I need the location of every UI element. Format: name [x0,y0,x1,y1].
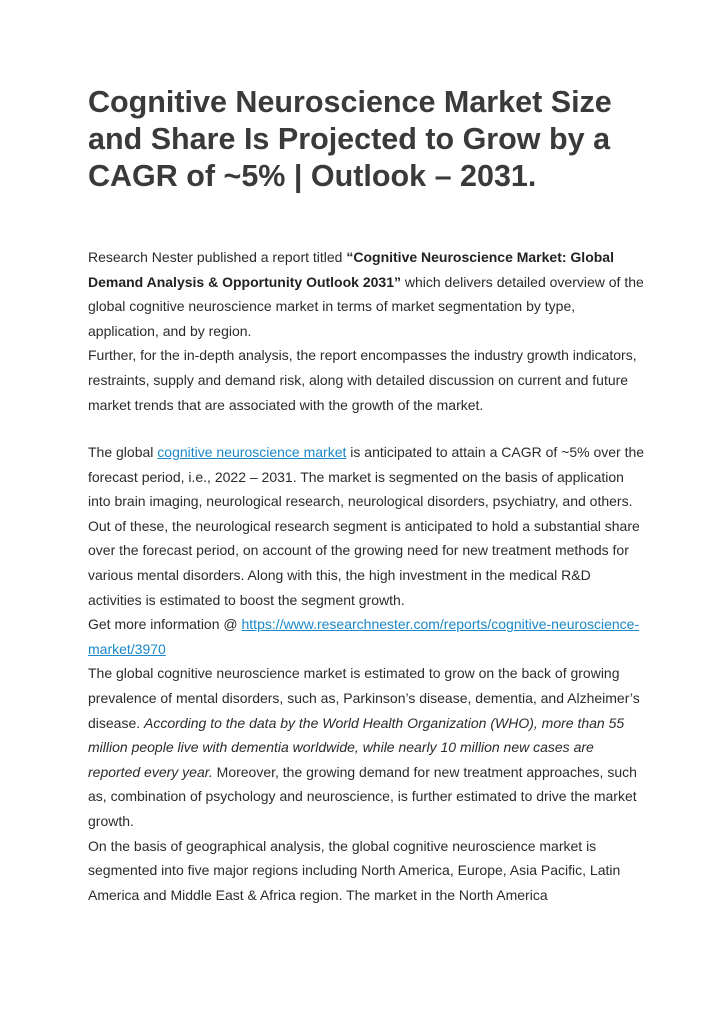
intro-paragraph [88,245,648,343]
intro-lead: Research Nester published a report titled [88,249,347,265]
report-title: “Cognitive Neuroscience Market: Global Demand Analysis & Opportunity Outlook 2031” [88,249,614,290]
market-section [88,440,648,907]
geography-paragraph: On the basis of geographical analysis, the global cognitive neuroscience market is segmented into five major regions including North America, Europe, Asia Pacific, Latin America and Middle East & Africa region. The market in the North America [88,837,621,903]
further-paragraph: Further, for the in-depth analysis, the report encompasses the industry growth indicators, restraints, supply and demand risk, along with detailed discussion on current and future market trends that are associated with the growth of the market. [88,347,637,413]
who-quote: According to the data by the World Health Organization (WHO), more than 55 million people live with dementia worldwide, while nearly 10 million new cases are reported every year. [88,714,625,780]
more-info-lead: Get more information @ [88,616,242,633]
cagr-trail: is anticipated to attain a CAGR of ~5% over the forecast period, i.e., 2022 – 2031. The market is segmented on the basis of application into brain imaging, neurological research, neurological disorders, psychiatry, and others. Out of these, the neurological research segment is anticipated to hold a substantial share over the forecast period, on account of the growing need for new treatment methods for various mental disorders. Along with this, the high investment in the medical R&D activities is estimated to boost the segment growth. [88,444,645,608]
intro-trail: which delivers detailed overview of the global cognitive neuroscience market in terms of market segmentation by type, application, and by region. [88,273,644,339]
cagr-lead: The global [88,444,158,460]
report-url-link[interactable]: https://www.researchnester.com/reports/cognitive-neuroscience-market/3970 [88,616,640,657]
more-info-paragraph [88,612,648,661]
page-title: Cognitive Neuroscience Market Size and Share Is Projected to Grow by a CAGR of ~5% | Outlook – 2031. [88,85,612,193]
prevalence-trail: Moreover, the growing demand for new treatment approaches, such as, combination of psychology and neuroscience, is further estimated to drive the market growth. [88,763,637,829]
intro-section [88,245,648,417]
cagr-paragraph [88,440,648,612]
prevalence-lead: The global cognitive neuroscience market is estimated to grow on the back of growing prevalence of mental disorders, such as, Parkinson’s disease, dementia, and Alzheimer’s disease. [88,665,640,731]
market-link[interactable]: cognitive neuroscience market [157,444,347,460]
prevalence-paragraph [88,661,648,833]
